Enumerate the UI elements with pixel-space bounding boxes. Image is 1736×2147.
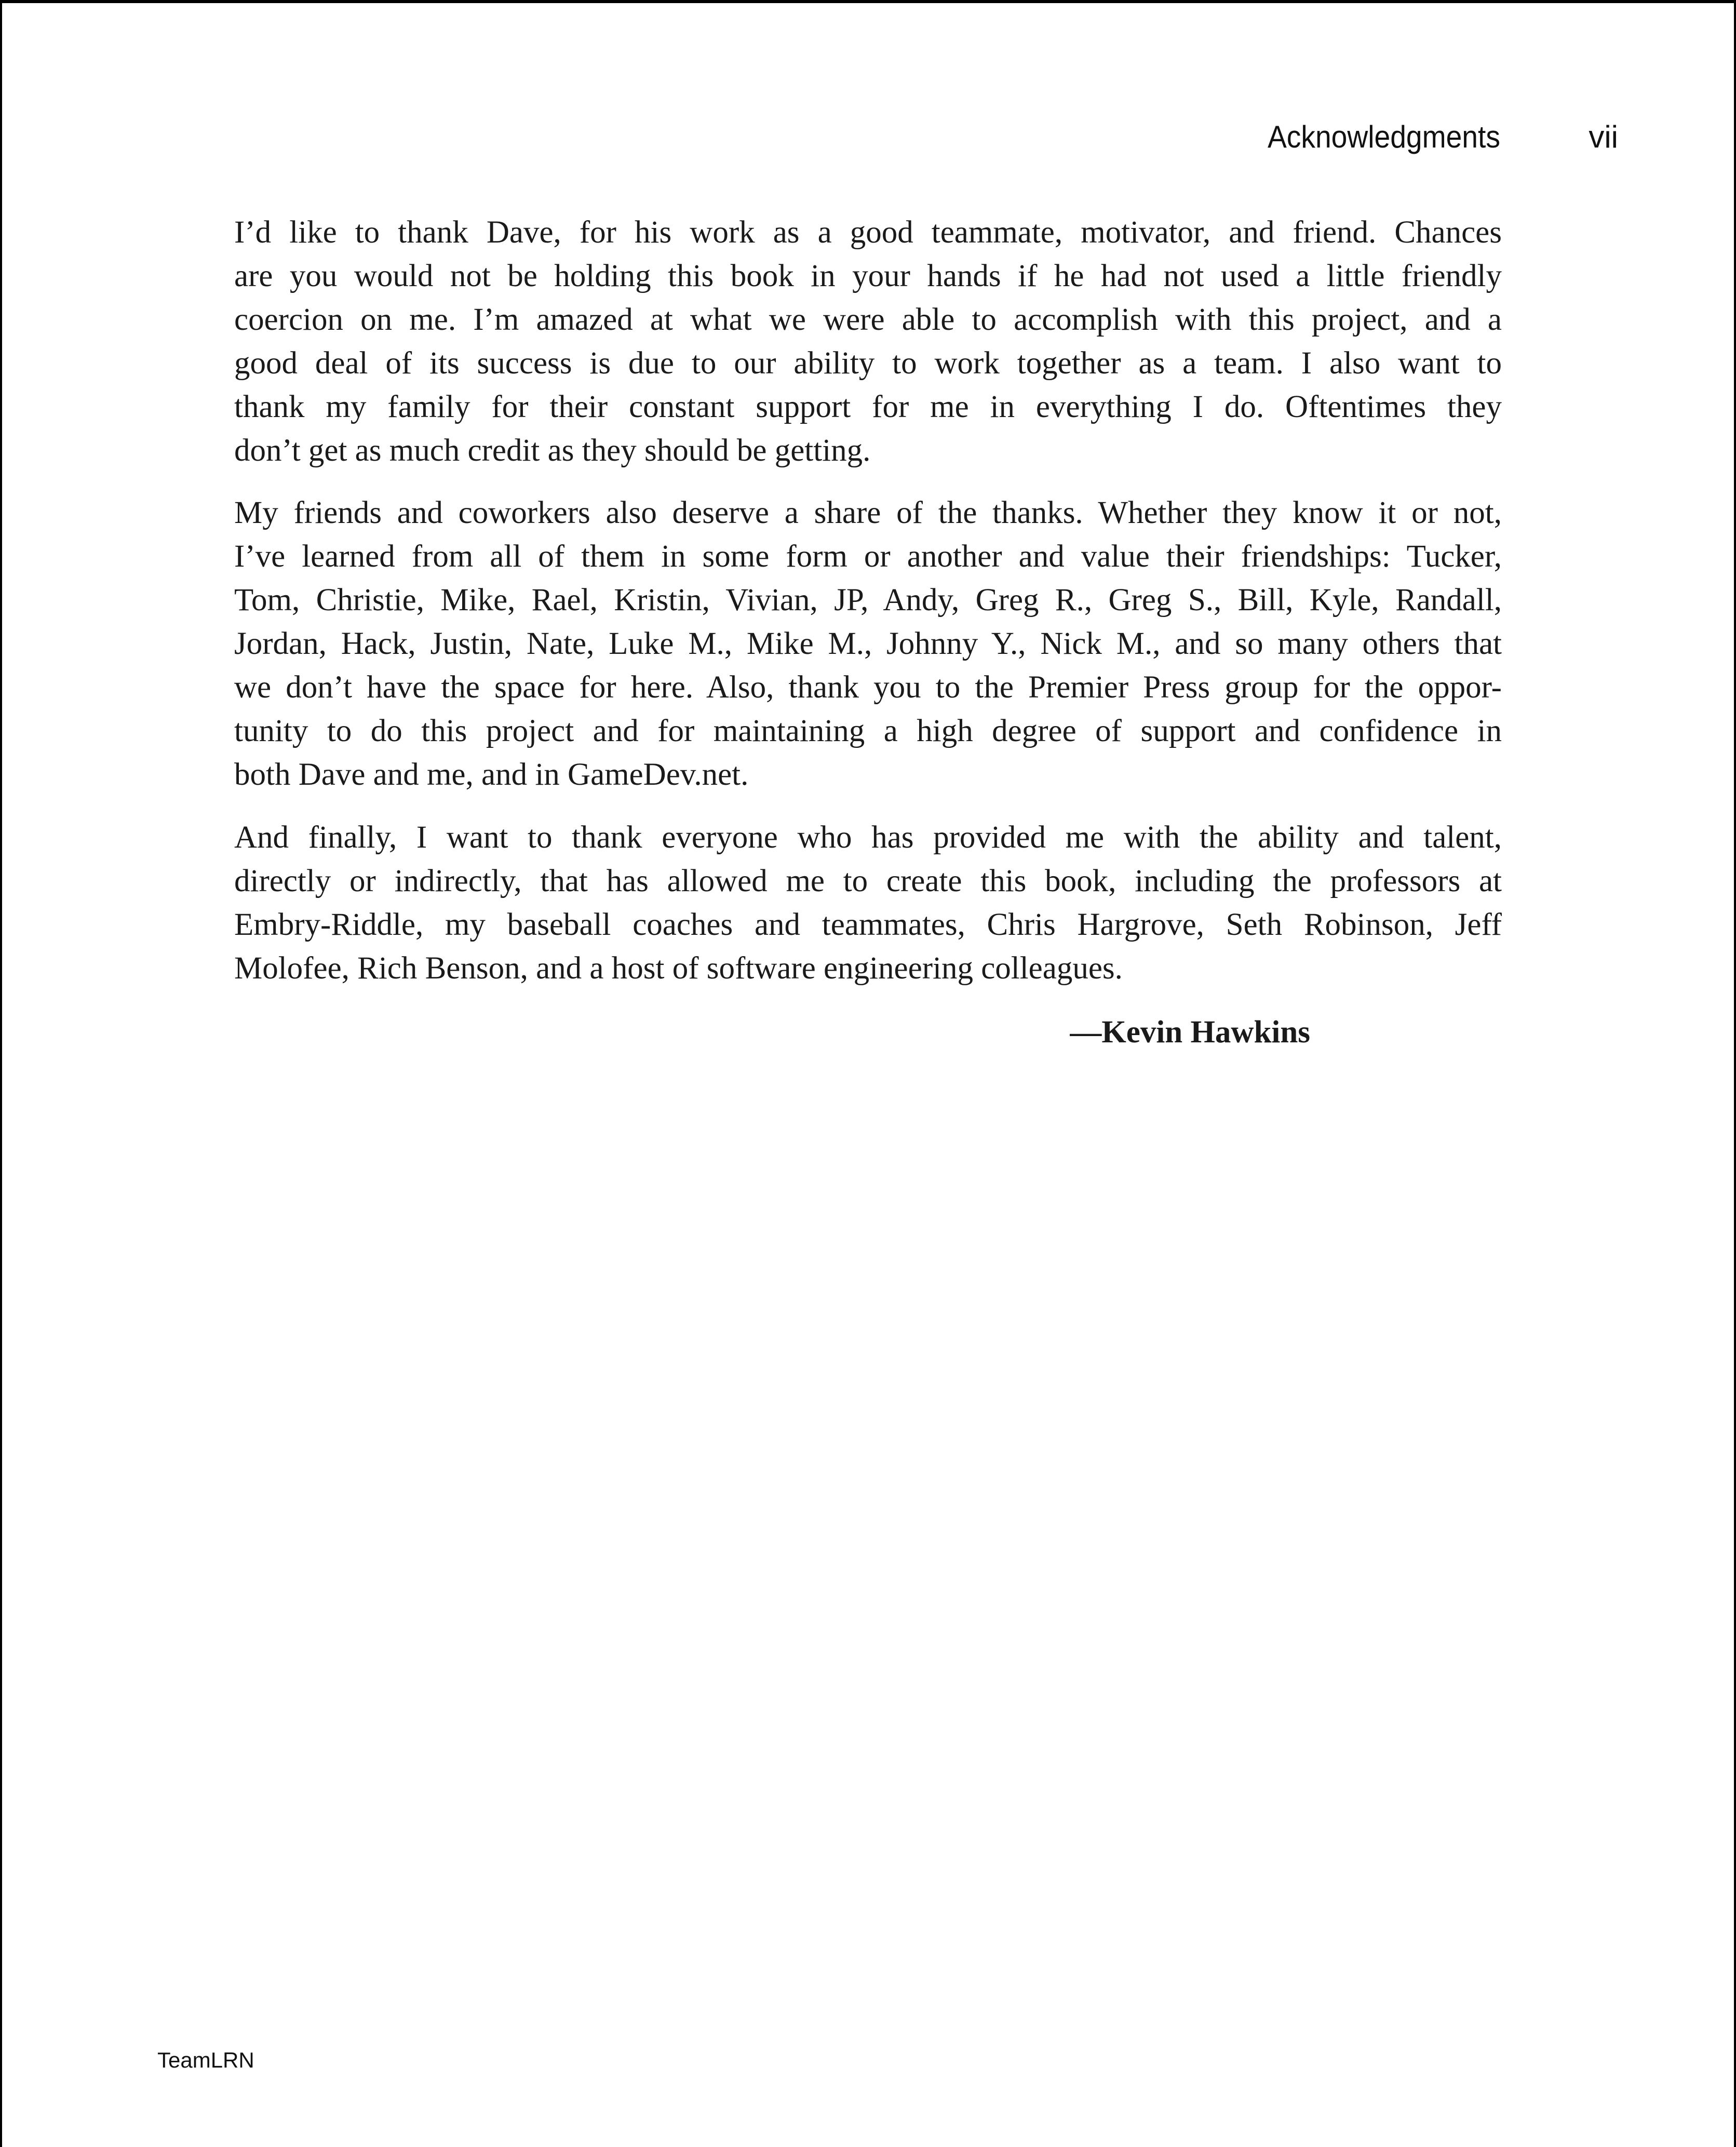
paragraph-3 bbox=[234, 816, 1502, 990]
running-head-title: Acknowledgments bbox=[1268, 119, 1500, 154]
text-line: we don’t have the space for here. Also, thank you to the Premier Press group for the oppor- bbox=[234, 670, 1502, 705]
text-line: both Dave and me, and in GameDev.net. bbox=[234, 757, 749, 792]
text-line: Embry-Riddle, my baseball coaches and teammates, Chris Hargrove, Seth Robinson, Jeff bbox=[234, 907, 1502, 942]
paragraph-1 bbox=[234, 211, 1502, 473]
page-number: vii bbox=[1589, 119, 1618, 154]
text-line: Tom, Christie, Mike, Rael, Kristin, Vivian, JP, Andy, Greg R., Greg S., Bill, Kyle, Randall, bbox=[234, 583, 1502, 618]
footer-watermark: TeamLRN bbox=[157, 2048, 254, 2072]
text-line: I’ve learned from all of them in some form or another and value their friendships: Tucker, bbox=[234, 539, 1502, 574]
text-line: And finally, I want to thank everyone who has provided me with the ability and talent, bbox=[234, 820, 1502, 855]
text-line: Molofee, Rich Benson, and a host of software engineering colleagues. bbox=[234, 951, 1123, 986]
text-line: good deal of its success is due to our ability to work together as a team. I also want to bbox=[234, 346, 1502, 381]
paragraph-2 bbox=[234, 491, 1502, 797]
text-line: coercion on me. I’m amazed at what we were able to accomplish with this project, and a bbox=[234, 302, 1502, 337]
text-line: tunity to do this project and for maintaining a high degree of support and confidence in bbox=[234, 714, 1502, 748]
author-signature: —Kevin Hawkins bbox=[1070, 1015, 1310, 1050]
text-line: directly or indirectly, that has allowed me to create this book, including the professors at bbox=[234, 864, 1502, 898]
text-line: don’t get as much credit as they should be getting. bbox=[234, 433, 871, 468]
text-line: My friends and coworkers also deserve a share of the thanks. Whether they know it or not, bbox=[234, 495, 1502, 530]
text-line: I’d like to thank Dave, for his work as a good teammate, motivator, and friend. Chances bbox=[234, 215, 1502, 250]
text-line: are you would not be holding this book in your hands if he had not used a little friendly bbox=[234, 259, 1502, 293]
text-line: thank my family for their constant support for me in everything I do. Oftentimes they bbox=[234, 390, 1502, 424]
text-line: Jordan, Hack, Justin, Nate, Luke M., Mike M., Johnny Y., Nick M., and so many others that bbox=[234, 626, 1502, 661]
